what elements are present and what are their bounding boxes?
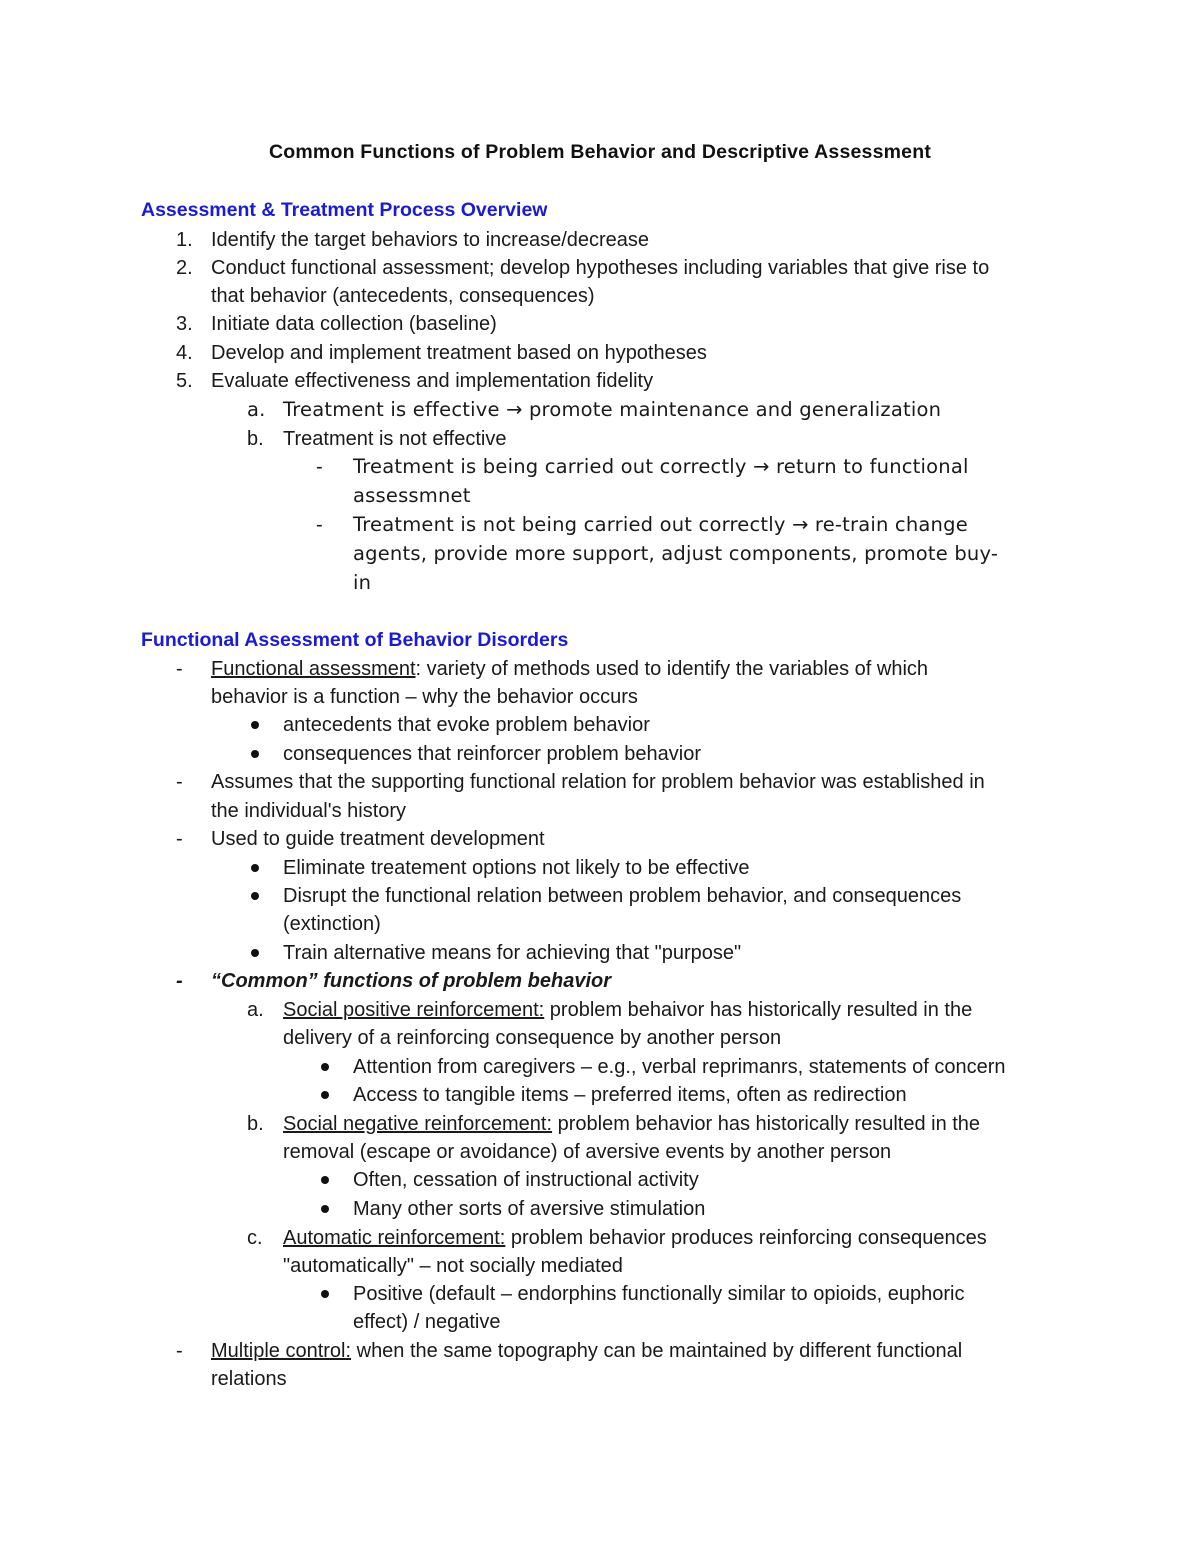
bullet-consequences: consequences that reinforcer problem behavior [283, 743, 702, 765]
list-number-4: 4. [176, 342, 193, 364]
list-item-develop: Develop and implement treatment based on hypotheses [211, 342, 707, 364]
bullet-antecedents: antecedents that evoke problem behavior [283, 714, 650, 736]
assumes-line1: Assumes that the supporting functional relation for problem behavior was established in [211, 771, 985, 793]
automatic-line2: "automatically" – not socially mediated [283, 1255, 623, 1277]
automatic-line1 [283, 1224, 987, 1253]
social-positive-line2: delivery of a reinforcing consequence by another person [283, 1027, 782, 1049]
bullet-disrupt-line1: Disrupt the functional relation between problem behavior, and consequences [283, 885, 962, 907]
definition-text: problem behavior has historically resulted in the [552, 1113, 981, 1135]
bullet-positive-line2: effect) / negative [353, 1311, 501, 1333]
dash-marker: - [316, 514, 323, 536]
bullet-dot [321, 1290, 329, 1298]
definition-text: problem behavior produces reinforcing consequences [505, 1227, 987, 1249]
term-automatic: Automatic reinforcement: [283, 1227, 506, 1249]
list-item-conduct-line2: that behavior (antecedents, consequences) [211, 285, 595, 307]
functional-assessment-line1 [211, 655, 928, 684]
term-multiple-control: Multiple control: [211, 1340, 352, 1362]
functional-assessment-line2: behavior is a function – why the behavior occurs [211, 686, 638, 708]
bullet-disrupt-line2: (extinction) [283, 913, 381, 935]
bullet-dot [321, 1091, 329, 1099]
list-item-incorrect-line3: in [353, 571, 372, 594]
term-social-positive: Social positive reinforcement: [283, 999, 545, 1021]
bullet-dot [321, 1176, 329, 1184]
list-number-3: 3. [176, 313, 193, 335]
list-item-evaluate: Evaluate effectiveness and implementation fidelity [211, 370, 654, 392]
definition-text: problem behaivor has historically resulted in the [544, 999, 973, 1021]
social-negative-line2: removal (escape or avoidance) of aversive events by another person [283, 1141, 892, 1163]
section-heading-functional-assessment: Functional Assessment of Behavior Disorders [141, 629, 569, 651]
definition-text: : variety of methods used to identify the variables of which [415, 658, 929, 680]
bullet-cessation: Often, cessation of instructional activity [353, 1169, 699, 1191]
list-letter-b: b. [247, 1113, 264, 1135]
list-letter-a: a. [247, 999, 264, 1021]
list-number-2: 2. [176, 257, 193, 279]
list-letter-b: b. [247, 428, 264, 450]
bullet-train: Train alternative means for achieving that "purpose" [283, 942, 742, 964]
dash-marker: - [176, 970, 183, 992]
assumes-line2: the individual's history [211, 800, 407, 822]
dash-marker: - [176, 771, 183, 793]
list-item-correct-line1: Treatment is being carried out correctly → return to functional [353, 455, 969, 478]
bullet-eliminate: Eliminate treatement options not likely to be effective [283, 857, 750, 879]
bullet-dot [251, 949, 259, 957]
document-title: Common Functions of Problem Behavior and Descriptive Assessment [268, 141, 932, 163]
list-item-effective: Treatment is effective → promote maintenance and generalization [283, 398, 942, 421]
social-negative-line1 [283, 1110, 980, 1139]
multiple-control-line2: relations [211, 1368, 287, 1390]
bullet-attention: Attention from caregivers – e.g., verbal reprimanrs, statements of concern [353, 1056, 1006, 1078]
list-letter-a: a. [247, 398, 266, 421]
guide-treatment: Used to guide treatment development [211, 828, 545, 850]
bullet-dot [251, 892, 259, 900]
list-letter-c: c. [247, 1227, 263, 1249]
list-number-5: 5. [176, 370, 193, 392]
bullet-dot [251, 721, 259, 729]
list-number-1: 1. [176, 229, 193, 251]
list-item-incorrect-line2: agents, provide more support, adjust components, promote buy- [353, 542, 999, 565]
common-functions-heading: “Common” functions of problem behavior [211, 970, 612, 992]
bullet-dot [321, 1063, 329, 1071]
bullet-tangible: Access to tangible items – preferred items, often as redirection [353, 1084, 907, 1106]
list-item-correct-line2: assessmnet [353, 484, 471, 507]
list-item-initiate: Initiate data collection (baseline) [211, 313, 497, 335]
list-item-conduct-line1: Conduct functional assessment; develop hypotheses including variables that give rise to [211, 257, 990, 279]
term-functional-assessment: Functional assessment [211, 658, 416, 680]
bullet-dot [251, 750, 259, 758]
social-positive-line1 [283, 996, 972, 1025]
list-item-incorrect-line1: Treatment is not being carried out correctly → re-train change [353, 513, 968, 536]
term-social-negative: Social negative reinforcement: [283, 1113, 553, 1135]
bullet-dot [251, 864, 259, 872]
bullet-positive-line1: Positive (default – endorphins functionally similar to opioids, euphoric [353, 1283, 965, 1305]
multiple-control-line1 [211, 1337, 962, 1366]
definition-text: when the same topography can be maintained by different functional [351, 1340, 963, 1362]
dash-marker: - [176, 1340, 183, 1362]
list-item-identify: Identify the target behaviors to increase/decrease [211, 229, 650, 251]
list-item-not-effective: Treatment is not effective [283, 428, 507, 450]
dash-marker: - [176, 828, 183, 850]
bullet-aversive: Many other sorts of aversive stimulation [353, 1198, 706, 1220]
bullet-dot [321, 1205, 329, 1213]
section-heading-process-overview: Assessment & Treatment Process Overview [141, 199, 548, 221]
dash-marker: - [316, 456, 323, 478]
dash-marker: - [176, 658, 183, 680]
